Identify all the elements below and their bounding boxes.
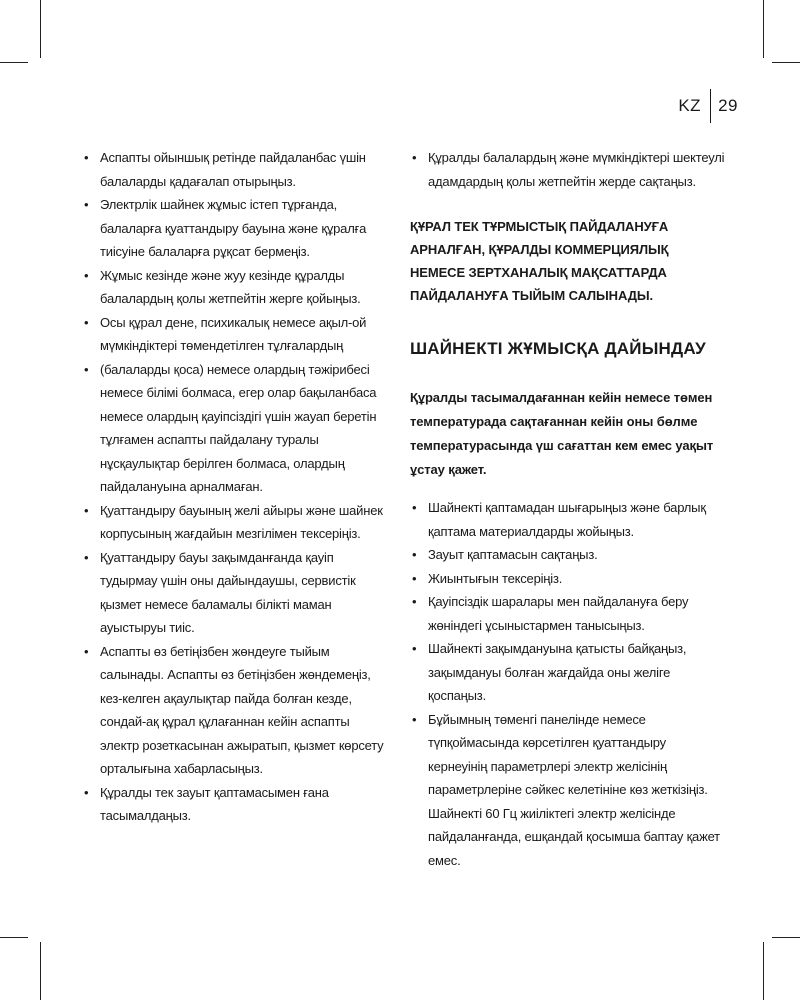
- list-item: • Жиынтығын тексеріңіз.: [412, 570, 563, 586]
- list-item: • Бұйымның төменгі панелінде немесе түпқоймасында көрсетілген қуаттандыру кернеуінің параметрлері электр желісінің параметрлеріне сәйкес келетініне көз жеткізіңіз. Шайнекті 60 Гц жиіліктегі электр желісінде пайдаланғанда, ешқандай қосымша баптау қажет емес.: [412, 711, 720, 868]
- list-item: • Қуаттандыру бауы зақымданғанда қауіп тудырмау үшін оны дайындаушы, сервистік қызмет немесе баламалы білікті маман ауыстыруы тиіс.: [84, 549, 356, 635]
- page-header: [678, 89, 738, 123]
- list-item: • Шайнекті қаптамадан шығарыңыз және барлық қаптама материалдарды жойыңыз.: [412, 500, 706, 539]
- list-item: • Аспапты өз бетіңізбен жөндеуге тыйым салынады. Аспапты өз бетіңізбен жөндемеңіз, кез-келген ақаулықтар пайда болған кезде, сондай-ақ құрал құлағаннан кейін аспапты электр розеткасынан ажыратып, қызмет көрсету орталығына хабарласыңыз.: [84, 643, 384, 776]
- section-title: ШАЙНЕКТІ ЖҰМЫСҚА ДАЙЫНДАУ: [410, 339, 706, 358]
- safety-list-right: [410, 146, 725, 193]
- crop-mark: [763, 942, 764, 1000]
- crop-mark: [763, 0, 764, 58]
- crop-mark: [772, 937, 800, 938]
- safety-list-left: [82, 146, 390, 828]
- list-item: • Осы құрал дене, психикалық немесе ақыл-ой мүмкіндіктері төмендетілген тұлғалардың: [84, 314, 367, 353]
- header-divider: [710, 89, 711, 123]
- list-item: • Құралды балалардың және мүмкіндіктері шектеулі адамдардың қолы жетпейтін жерде сақтаңыз.: [412, 150, 725, 189]
- crop-mark: [0, 62, 28, 63]
- language-code: KZ: [678, 96, 702, 115]
- household-use-warning: ҚҰРАЛ ТЕК ТҰРМЫСТЫҚ ПАЙДАЛАНУҒА АРНАЛҒАН, ҚҰРАЛДЫ КОММЕРЦИЯЛЫҚ НЕМЕСЕ ЗЕРТХАНАЛЫҚ МАҚСАТТАРДА ПАЙДАЛАНУҒА ТЫЙЫМ САЛЫНАДЫ.: [410, 219, 669, 303]
- page-number: 29: [718, 96, 738, 115]
- list-item: • (балаларды қоса) немесе олардың тәжірибесі немесе білімі болмаса, егер олар бақыланбаса немесе олардың қауіпсіздігі үшін жауап беретін тұлғамен аспапты пайдалану туралы нұсқаулықтар берілген болмаса, олардың пайдалануына арналмаған.: [84, 361, 377, 494]
- list-item: • Электрлік шайнек жұмыс істеп тұрғанда, балаларға қуаттандыру бауына және құралға тиісуіне балаларға рұқсат бермеңіз.: [84, 197, 367, 259]
- right-column: [410, 146, 725, 872]
- crop-mark: [40, 942, 41, 1000]
- preparation-steps-list: [410, 496, 725, 872]
- list-item: • Қуаттандыру бауының желі айыры және шайнек корпусының жағдайын мезгілімен тексеріңіз.: [84, 502, 383, 541]
- left-column: [82, 146, 390, 828]
- list-item: • Құралды тек зауыт қаптамасымен ғана тасымалдаңыз.: [84, 784, 329, 823]
- list-item: • Шайнекті зақымдануына қатысты байқаңыз, зақымдануы болған жағдайда оны желіге қоспаңыз.: [412, 641, 687, 703]
- list-item: • Аспапты ойыншық ретінде пайдаланбас үшін балаларды қадағалап отырыңыз.: [84, 150, 366, 189]
- list-item: • Қауіпсіздік шаралары мен пайдалануға беру жөніндегі ұсыныстармен танысыңыз.: [412, 594, 689, 633]
- list-item: • Зауыт қаптамасын сақтаңыз.: [412, 547, 598, 562]
- crop-mark: [772, 62, 800, 63]
- acclimatization-note: Құралды тасымалдағаннан кейін немесе төмен температурада сақтағаннан кейін оны бөлме температурасында үш сағаттан кем емес уақыт ұстау қажет.: [410, 390, 714, 477]
- list-item: • Жұмыс кезінде және жуу кезінде құралды балалардың қолы жетпейтін жерге қойыңыз.: [84, 267, 361, 306]
- crop-mark: [40, 0, 41, 58]
- crop-mark: [0, 937, 28, 938]
